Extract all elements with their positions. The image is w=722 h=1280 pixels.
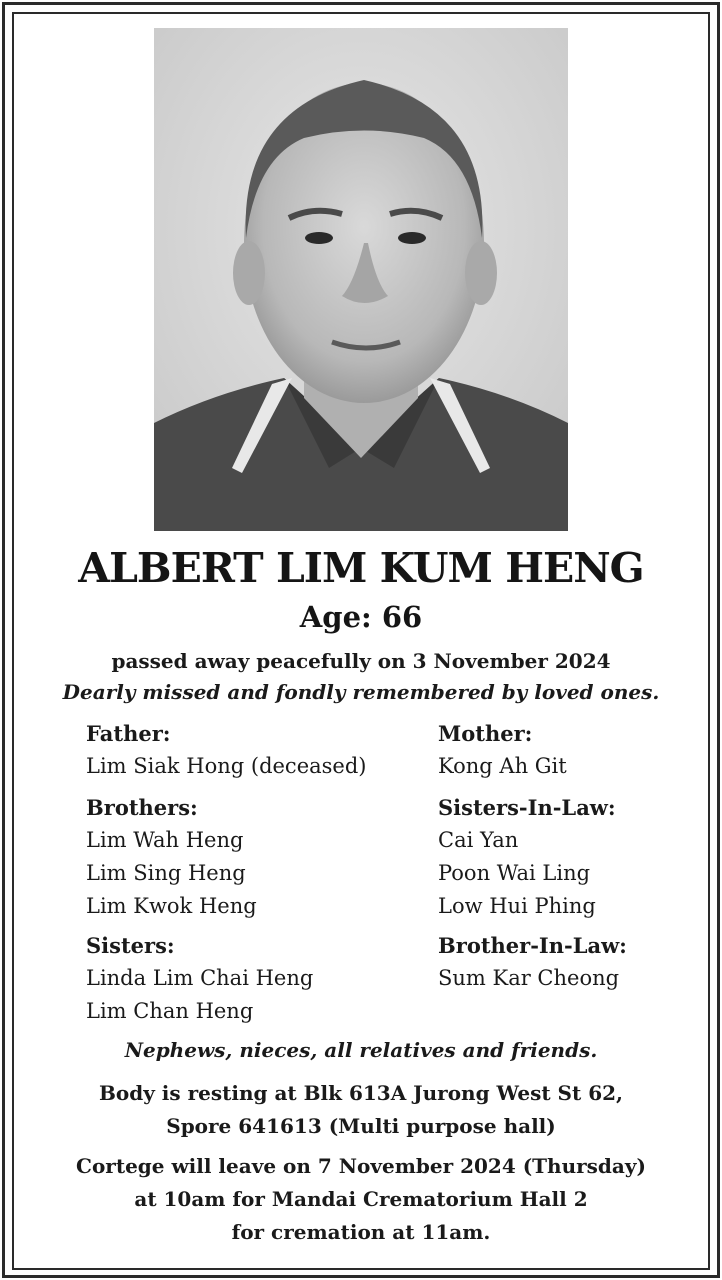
brother-name: Lim Kwok Heng <box>86 894 257 918</box>
deceased-name: ALBERT LIM KUM HENG <box>78 544 644 592</box>
other-relatives-line: Nephews, nieces, all relatives and friends. <box>124 1038 598 1062</box>
sister-in-law-name: Cai Yan <box>438 828 519 852</box>
wake-line: Spore 641613 (Multi purpose hall) <box>166 1114 556 1138</box>
age-line: Age: 66 <box>299 600 423 634</box>
remembrance-line: Dearly missed and fondly remembered by loved ones. <box>62 680 660 704</box>
portrait-photo <box>154 28 568 531</box>
cortege-line: Cortege will leave on 7 November 2024 (Thursday) <box>76 1154 646 1178</box>
brother-name: Lim Sing Heng <box>86 861 246 885</box>
brother-in-law-group <box>438 929 627 995</box>
sisters-group <box>86 929 313 1028</box>
brothers-group <box>86 791 257 923</box>
father-name: Lim Siak Hong (deceased) <box>86 754 367 778</box>
mother-group <box>438 717 567 783</box>
wake-line: Body is resting at Blk 613A Jurong West St 62, <box>98 1081 623 1105</box>
sisters-in-law-heading: Sisters-In-Law: <box>438 795 616 820</box>
sister-name: Linda Lim Chai Heng <box>86 966 314 990</box>
sister-in-law-name: Low Hui Phing <box>438 894 596 918</box>
brother-in-law-heading: Brother-In-Law: <box>438 933 627 958</box>
father-group <box>86 717 367 783</box>
sisters-heading: Sisters: <box>86 933 175 958</box>
passed-away-line: passed away peacefully on 3 November 2024 <box>111 649 611 673</box>
cortege-line: at 10am for Mandai Crematorium Hall 2 <box>134 1187 588 1211</box>
wake-location <box>0 1077 722 1143</box>
mother-name: Kong Ah Git <box>438 754 567 778</box>
brother-name: Lim Wah Heng <box>86 828 244 852</box>
brothers-heading: Brothers: <box>86 795 198 820</box>
brother-in-law-name: Sum Kar Cheong <box>438 966 620 990</box>
cortege-line: for cremation at 11am. <box>231 1220 491 1244</box>
sister-name: Lim Chan Heng <box>86 999 254 1023</box>
cortege-details <box>0 1150 722 1249</box>
sister-in-law-name: Poon Wai Ling <box>438 861 591 885</box>
sisters-in-law-group <box>438 791 616 923</box>
mother-heading: Mother: <box>438 721 533 746</box>
father-heading: Father: <box>86 721 171 746</box>
